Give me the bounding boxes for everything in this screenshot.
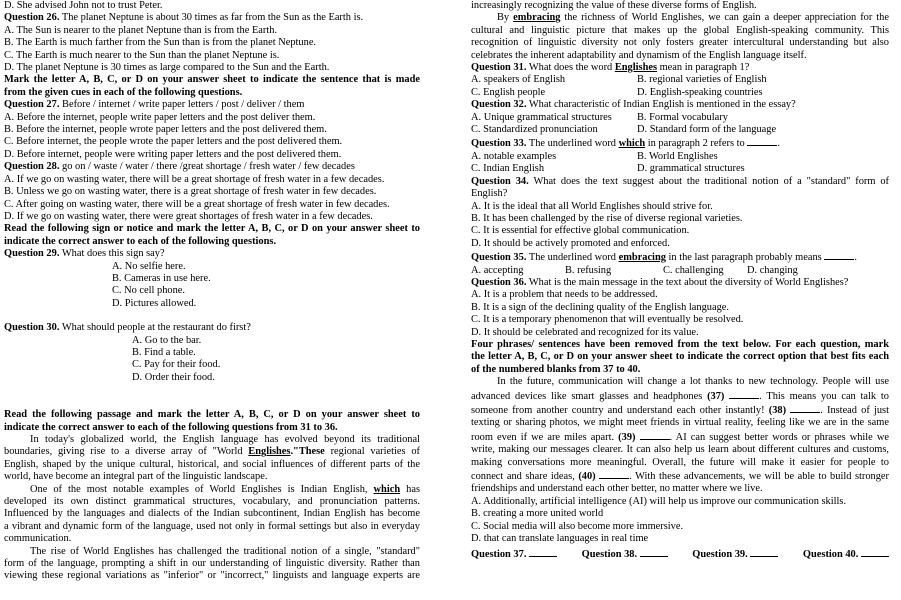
passage-p2-line: One of the most notable examples of World Englishes is Indian English, which has xyxy=(30,483,420,495)
answer-blank xyxy=(750,547,778,557)
q28-option-b: B. Unless we go on wasting water, there is a great shortage of fresh water in few decades. xyxy=(4,186,377,198)
q34-option-c: C. It is essential for effective global communication. xyxy=(471,225,690,237)
q35-option-c: C. challenging xyxy=(663,264,724,276)
answer-37: Question 37. xyxy=(471,547,557,561)
passage-p2-line: Influenced by the languages and dialects of the Indian subcontinent, Indian English has become xyxy=(4,508,420,520)
q33-option-d: D. grammatical structures xyxy=(637,163,745,175)
q26-option-b: B. The Earth is much farther from the Sun than is from the planet Neptune. xyxy=(4,37,317,49)
passage-p5-line: room even if we are miles apart. (39) . AI can suggest better words or phrases while we xyxy=(471,431,889,443)
q36-option-b: B. It is a sign of the declining quality of the English language. xyxy=(471,301,729,313)
q34-option-d: D. It should be actively promoted and enforced. xyxy=(471,237,670,249)
answer-blank xyxy=(640,430,670,440)
passage-p5-line: In the future, communication will change a lot thanks to new technology. People will use xyxy=(497,376,889,388)
blank-option-c: C. Social media will also become more immersive. xyxy=(471,520,684,532)
blank-option-a: A. Additionally, artificial intelligence (AI) will help us improve our communication skills. xyxy=(471,495,847,507)
instruction-blanks-1: Four phrases/ sentences have been removed from the text below. For each question, mark xyxy=(471,338,889,350)
q31-option-a: A. speakers of English xyxy=(471,74,566,86)
instruction-passage-2: indicate the correct answer to each of the following questions from 31 to 36. xyxy=(4,421,338,433)
q32-options-row-2 xyxy=(471,124,889,136)
answer-blank xyxy=(640,547,668,557)
passage-p3-line: form of the language, prompting a shift in our understanding of linguistic diversity. Rather than xyxy=(4,558,420,570)
instruction-combine-2: from the given cues in each of the following questions. xyxy=(4,86,243,98)
instruction-blanks-3: of the numbered blanks from 37 to 40. xyxy=(471,363,641,375)
passage-p5-line: someone from another country and understand each other instantly! (38) . Instead of just xyxy=(471,405,889,416)
q31-options-row-2 xyxy=(471,87,889,99)
q33-option-c: C. Indian English xyxy=(471,163,545,175)
q31-option-d: D. English-speaking countries xyxy=(637,86,763,98)
passage-p3-line: viewing these regional variations as "inferior" or "incorrect," linguists and language experts are xyxy=(4,570,420,582)
left-column xyxy=(4,0,420,583)
q35-option-a: A. accepting xyxy=(471,264,524,276)
q30-option-d: D. Order their food. xyxy=(132,371,215,383)
passage-p1-line: English, shaped by the unique cultural, historical, and social influences of different parts of the xyxy=(4,458,420,470)
q28-option-c: C. After going on wasting water, there will be a great shortage of fresh water in few decades. xyxy=(4,198,390,210)
q35-option-d: D. changing xyxy=(747,264,798,276)
q34-option-a: A. It is the ideal that all World Englishes should strive for. xyxy=(471,200,713,212)
passage-p5-line: connect and share ideas, (40) . With these advancements, we will be able to build stronger xyxy=(471,471,889,483)
passage-p4-line: recognition of linguistic diversity not only fosters greater intercultural understanding but also xyxy=(471,37,889,49)
answer-39: Question 39. xyxy=(692,547,778,561)
q31-options-row-1 xyxy=(471,74,889,86)
q34-option-b: B. It has been challenged by the rise of diverse regional varieties. xyxy=(471,212,743,224)
q32-option-c: C. Standardized pronunciation xyxy=(471,124,598,136)
q36-option-a: A. It is a problem that needs to be addressed. xyxy=(471,289,658,301)
q32-stem: Question 32. What characteristic of Indian English is mentioned in the essay? xyxy=(471,99,796,111)
passage-p5-line: making conversations more meaningful. Overall, the future will make it easier for people to xyxy=(471,456,889,468)
passage-p4-line: By embracing the richness of World Englishes, we can gain a deeper appreciation for the xyxy=(497,12,889,24)
q29-stem: Question 29. What does this sign say? xyxy=(4,248,165,260)
passage-p5-line: texting or sharing photos, we might meet friends in virtual reality, feeling like we are in the same xyxy=(471,417,889,429)
passage-p3-end: increasingly recognizing the value of these diverse forms of English. xyxy=(471,0,757,11)
q27-option-a: A. Before the internet, people write paper letters and the post deliver them. xyxy=(4,111,316,123)
q32-option-d: D. Standard form of the language xyxy=(637,124,777,136)
q26-option-c: C. The Earth is much nearer to the Sun than the planet Neptune is. xyxy=(4,49,280,61)
q35-options-row xyxy=(471,265,889,277)
passage-p4-line: cultural and linguistic picture that makes up the global English-speaking community. This xyxy=(471,24,889,36)
answer-blank xyxy=(861,547,889,557)
q32-option-a: A. Unique grammatical structures xyxy=(471,111,612,123)
passage-p3-line: The rise of World Englishes has challenged the traditional notion of a single, "standard" xyxy=(30,545,420,557)
q33-option-a: A. notable examples xyxy=(471,150,557,162)
q28-stem: Question 28. go on / waste / water / there /great shortage / fresh water / few decades xyxy=(4,161,355,173)
q27-option-b: B. Before the internet, people wrote paper letters and the post delivered them. xyxy=(4,124,327,136)
passage-p5-line: advanced devices like smart glasses and headphones (37) . This means you can talk to xyxy=(471,390,889,402)
q29-option-b: B. Cameras in use here. xyxy=(112,272,211,284)
passage-p2-line: developed its own distinct grammatical structures, vocabulary, and pronunciation patterns. xyxy=(4,496,420,508)
answer-blank xyxy=(729,389,759,399)
passage-p4-line: celebrates the inherent adaptability and dynamism of the English language itself. xyxy=(471,49,807,61)
q27-option-d: D. Before internet, people were writing paper letters and the post delivered them. xyxy=(4,148,342,160)
blank-option-d: D. that can translate languages in real time xyxy=(471,533,649,545)
passage-p2-line: communication. xyxy=(4,533,72,545)
q31-option-c: C. English people xyxy=(471,86,546,98)
q25-option-d: D. She advised John not to trust Peter. xyxy=(4,0,163,11)
blank-option-b: B. creating a more united world xyxy=(471,508,604,520)
q35-option-b: B. refusing xyxy=(565,264,612,276)
q30-stem: Question 30. What should people at the restaurant do first? xyxy=(4,322,251,334)
q36-stem: Question 36. What is the main message in the text about the diversity of World Englishes? xyxy=(471,276,849,288)
q28-option-d: D. If we go on wasting water, there were great shortages of fresh water in a few decades. xyxy=(4,210,373,222)
q33-options-row-2 xyxy=(471,163,889,175)
q26-stem: Question 26. The planet Neptune is about 30 times as far from the Sun as the Earth is. xyxy=(4,12,364,24)
q36-option-d: D. It should be celebrated and recognized for its value. xyxy=(471,326,699,338)
q29-option-d: D. Pictures allowed. xyxy=(112,297,197,309)
q35-stem: Question 35. The underlined word embracing in the last paragraph probably means . xyxy=(471,252,857,264)
q32-option-b: B. Formal vocabulary xyxy=(637,111,728,123)
q29-option-c: C. No cell phone. xyxy=(112,285,186,297)
q30-option-a: A. Go to the bar. xyxy=(132,334,202,346)
answer-blank xyxy=(747,136,777,146)
answer-40: Question 40. xyxy=(803,547,889,561)
passage-p1-line: world, have become an integral part of the linguistic landscape. xyxy=(4,471,268,483)
passage-p5-line: write, making our messages clearer. It can also help us learn about different cultures and customs, xyxy=(471,444,889,456)
passage-p5-line: friendships and understand each other better, no matter where we live. xyxy=(471,483,763,495)
instruction-blanks-2: the letter A, B, C, or D on your answer sheet to indicate the correct option that best fits each xyxy=(471,351,889,363)
passage-p1-line: boundaries, giving rise to a diverse array of "World Englishes."These regional varieties of xyxy=(4,446,420,458)
instruction-passage-1: Read the following passage and mark the letter A, B, C, or D on your answer sheet to xyxy=(4,409,420,421)
q27-option-c: C. Before internet, the people wrote the paper letters and the post delivered them. xyxy=(4,136,343,148)
q33-option-b: B. World Englishes xyxy=(637,150,718,162)
answer-38: Question 38. xyxy=(582,547,668,561)
q30-option-c: C. Pay for their food. xyxy=(132,359,221,371)
right-column xyxy=(471,0,889,562)
q27-stem: Question 27. Before / internet / write paper letters / post / deliver / them xyxy=(4,99,305,111)
q34-stem: Question 34. What does the text suggest about the traditional notion of a "standard" form of xyxy=(471,175,889,187)
q32-options-row-1 xyxy=(471,112,889,124)
q36-option-c: C. It is a temporary phenomenon that will eventually be resolved. xyxy=(471,314,744,326)
q31-stem: Question 31. What does the word Englishes mean in paragraph 1? xyxy=(471,62,750,74)
answer-blank xyxy=(529,547,557,557)
answer-blank xyxy=(790,403,820,413)
answer-blank xyxy=(824,250,854,260)
q31-option-b: B. regional varieties of English xyxy=(637,74,767,86)
q30-option-b: B. Find a table. xyxy=(132,346,196,358)
answer-blank xyxy=(599,469,629,479)
passage-p1-line: In today's globalized world, the English language has evolved beyond its traditional xyxy=(30,434,420,445)
q26-option-a: A. The Sun is nearer to the planet Neptune than is from the Earth. xyxy=(4,24,278,36)
q34-stem-cont: English? xyxy=(471,188,508,200)
instruction-sign-2: indicate the correct answer to each of the following questions. xyxy=(4,235,277,247)
instruction-combine-1: Mark the letter A, B, C, or D on your answer sheet to indicate the sentence that is made xyxy=(4,74,420,86)
q28-option-a: A. If we go on wasting water, there will be a great shortage of fresh water in a few decades. xyxy=(4,173,385,185)
instruction-sign-1: Read the following sign or notice and mark the letter A, B, C, or D on your answer sheet to xyxy=(4,223,420,235)
q29-option-a: A. No selfie here. xyxy=(112,260,186,272)
passage-p2-line: a vibrant and dynamic form of the language, used not only in formal settings but also in everyday xyxy=(4,520,420,532)
answer-line xyxy=(471,547,889,561)
q33-options-row-1 xyxy=(471,151,889,163)
q33-stem: Question 33. The underlined word which in paragraph 2 refers to . xyxy=(471,138,780,150)
q26-option-d: D. The planet Neptune is 30 times as large compared to the Sun and the Earth. xyxy=(4,62,330,74)
